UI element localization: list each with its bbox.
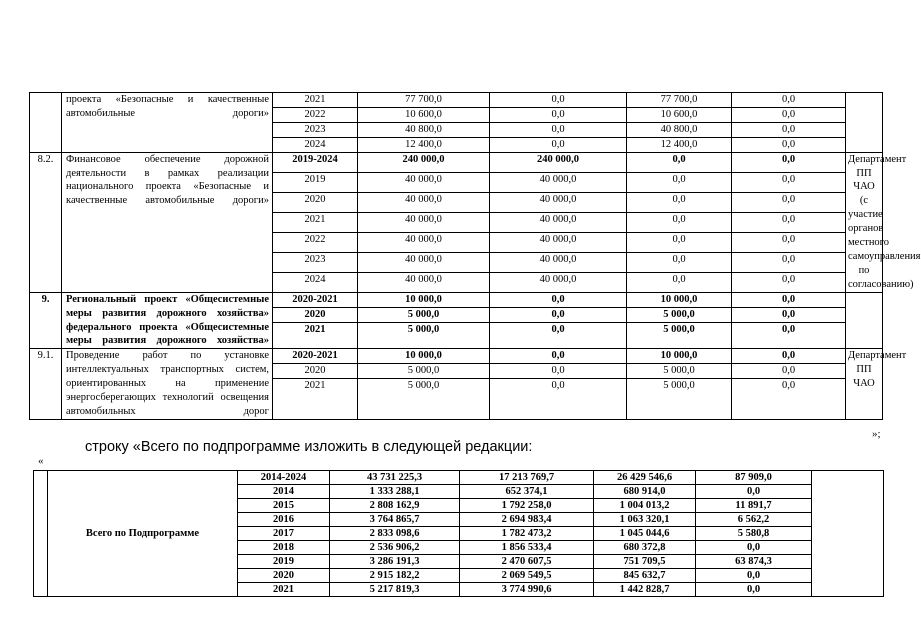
- year-cell: 2021: [273, 212, 358, 232]
- amount-cell: 40 000,0: [358, 212, 490, 232]
- amount-cell: 40 000,0: [490, 172, 627, 192]
- year-cell: 2023: [273, 252, 358, 272]
- responsible-executor: Департамент ПП ЧАО: [846, 349, 883, 420]
- amount-cell: 0,0: [490, 307, 627, 322]
- amount-cell: 1 782 473,2: [460, 527, 594, 541]
- amount-cell: 5 217 819,3: [330, 583, 460, 597]
- amount-cell: 0,0: [490, 122, 627, 137]
- amount-cell: 0,0: [627, 212, 732, 232]
- table-row: [30, 152, 883, 172]
- amount-cell: 0,0: [490, 379, 627, 420]
- amount-cell: 63 874,3: [696, 555, 812, 569]
- year-cell: 2014-2024: [238, 471, 330, 485]
- amount-cell: 3 286 191,3: [330, 555, 460, 569]
- year-cell: 2020: [273, 307, 358, 322]
- amount-cell: 1 045 044,6: [594, 527, 696, 541]
- amount-cell: 0,0: [732, 379, 846, 420]
- responsible-executor: [812, 471, 884, 597]
- amount-cell: 40 000,0: [490, 192, 627, 212]
- year-cell: 2019: [238, 555, 330, 569]
- amount-cell: 1 856 533,4: [460, 541, 594, 555]
- amount-cell: 40 800,0: [358, 122, 490, 137]
- year-cell: 2021: [273, 379, 358, 420]
- amount-cell: 5 000,0: [627, 364, 732, 379]
- amount-cell: 0,0: [732, 192, 846, 212]
- amount-cell: 0,0: [627, 192, 732, 212]
- amount-cell: 0,0: [696, 541, 812, 555]
- amount-cell: 5 000,0: [358, 322, 490, 349]
- table-row: [30, 349, 883, 364]
- amount-cell: 0,0: [490, 322, 627, 349]
- amount-cell: 11 891,7: [696, 499, 812, 513]
- amount-cell: 680 372,8: [594, 541, 696, 555]
- amount-cell: 10 000,0: [358, 292, 490, 307]
- amount-cell: 0,0: [732, 107, 846, 122]
- row-number: 8.2.: [30, 152, 62, 292]
- activity-description: Региональный проект «Общесистемные меры развития дорожного хозяйства» федерального проекта «Общесистемные меры развития дорожного хозяйства»: [62, 292, 273, 349]
- year-cell: 2023: [273, 122, 358, 137]
- amount-cell: 40 000,0: [490, 272, 627, 292]
- amount-cell: 40 000,0: [358, 172, 490, 192]
- amount-cell: 2 694 983,4: [460, 513, 594, 527]
- amount-cell: 2 536 906,2: [330, 541, 460, 555]
- year-cell: 2021: [273, 322, 358, 349]
- amount-cell: 0,0: [696, 569, 812, 583]
- year-cell: 2019-2024: [273, 152, 358, 172]
- amount-cell: 0,0: [732, 122, 846, 137]
- year-cell: 2014: [238, 485, 330, 499]
- year-cell: 2017: [238, 527, 330, 541]
- amount-cell: 12 400,0: [358, 137, 490, 152]
- amount-cell: 77 700,0: [627, 93, 732, 108]
- amount-cell: 0,0: [732, 307, 846, 322]
- year-cell: 2020-2021: [273, 349, 358, 364]
- amount-cell: 40 800,0: [627, 122, 732, 137]
- amount-cell: 0,0: [627, 272, 732, 292]
- year-cell: 2022: [273, 107, 358, 122]
- amount-cell: 240 000,0: [490, 152, 627, 172]
- amount-cell: 1 442 828,7: [594, 583, 696, 597]
- amount-cell: 0,0: [732, 137, 846, 152]
- amount-cell: 0,0: [732, 252, 846, 272]
- subprogram-total-table: [33, 470, 884, 597]
- year-cell: 2020: [273, 364, 358, 379]
- amount-cell: 0,0: [732, 172, 846, 192]
- amount-cell: 1 333 288,1: [330, 485, 460, 499]
- amount-cell: 10 600,0: [627, 107, 732, 122]
- amount-cell: 40 000,0: [490, 252, 627, 272]
- amount-cell: 10 000,0: [627, 349, 732, 364]
- amount-cell: 0,0: [490, 137, 627, 152]
- amount-cell: 0,0: [490, 364, 627, 379]
- amount-cell: 3 764 865,7: [330, 513, 460, 527]
- amount-cell: 0,0: [627, 252, 732, 272]
- row-number: [30, 93, 62, 153]
- amount-cell: 2 915 182,2: [330, 569, 460, 583]
- year-cell: 2018: [238, 541, 330, 555]
- instruction-text: строку «Всего по подпрограмме изложить в следующей редакции:: [85, 439, 533, 455]
- amount-cell: 0,0: [696, 485, 812, 499]
- amount-cell: 40 000,0: [490, 212, 627, 232]
- amount-cell: 12 400,0: [627, 137, 732, 152]
- amount-cell: 43 731 225,3: [330, 471, 460, 485]
- amount-cell: 0,0: [732, 349, 846, 364]
- amount-cell: 2 470 607,5: [460, 555, 594, 569]
- amount-cell: 5 000,0: [627, 322, 732, 349]
- responsible-executor: [846, 93, 883, 153]
- year-cell: 2020: [273, 192, 358, 212]
- year-cell: 2015: [238, 499, 330, 513]
- amount-cell: 0,0: [732, 232, 846, 252]
- amount-cell: 6 562,2: [696, 513, 812, 527]
- amount-cell: 0,0: [490, 107, 627, 122]
- amount-cell: 1 063 320,1: [594, 513, 696, 527]
- row-number: 9.: [30, 292, 62, 349]
- year-cell: 2016: [238, 513, 330, 527]
- amount-cell: 0,0: [490, 93, 627, 108]
- opening-quote: «: [38, 455, 44, 467]
- year-cell: 2022: [273, 232, 358, 252]
- amount-cell: 680 914,0: [594, 485, 696, 499]
- amount-cell: 0,0: [696, 583, 812, 597]
- table-row: [30, 292, 883, 307]
- table-row: [34, 471, 884, 485]
- activity-description: Финансовое обеспечение дорожной деятельности в рамках реализации национального проекта «Безопасные и качественные автомобильные дороги»: [62, 152, 273, 292]
- amount-cell: 751 709,5: [594, 555, 696, 569]
- year-cell: 2024: [273, 272, 358, 292]
- amount-cell: 5 000,0: [358, 364, 490, 379]
- amount-cell: 40 000,0: [490, 232, 627, 252]
- year-cell: 2024: [273, 137, 358, 152]
- amount-cell: 0,0: [732, 93, 846, 108]
- amount-cell: 2 069 549,5: [460, 569, 594, 583]
- amount-cell: 5 000,0: [627, 307, 732, 322]
- year-cell: 2021: [238, 583, 330, 597]
- amount-cell: 2 808 162,9: [330, 499, 460, 513]
- closing-quote: »;: [872, 428, 881, 440]
- amount-cell: 0,0: [490, 292, 627, 307]
- total-label: Всего по Подпрограмме: [48, 471, 238, 597]
- amount-cell: 845 632,7: [594, 569, 696, 583]
- amount-cell: 0,0: [627, 172, 732, 192]
- amount-cell: 77 700,0: [358, 93, 490, 108]
- year-cell: 2020: [238, 569, 330, 583]
- year-cell: 2019: [273, 172, 358, 192]
- row-number: [34, 471, 48, 597]
- amount-cell: 0,0: [732, 152, 846, 172]
- responsible-executor: Департамент ПП ЧАО (с участие органов местного самоуправления по согласованию): [846, 152, 883, 292]
- amount-cell: 87 909,0: [696, 471, 812, 485]
- amount-cell: 10 000,0: [627, 292, 732, 307]
- amount-cell: 1 792 258,0: [460, 499, 594, 513]
- amount-cell: 5 580,8: [696, 527, 812, 541]
- amount-cell: 1 004 013,2: [594, 499, 696, 513]
- amount-cell: 40 000,0: [358, 252, 490, 272]
- amount-cell: 3 774 990,6: [460, 583, 594, 597]
- amount-cell: 0,0: [732, 272, 846, 292]
- responsible-executor: [846, 292, 883, 349]
- amount-cell: 5 000,0: [627, 379, 732, 420]
- funding-table: [29, 92, 921, 420]
- amount-cell: 10 600,0: [358, 107, 490, 122]
- amount-cell: 0,0: [732, 322, 846, 349]
- amount-cell: 0,0: [732, 364, 846, 379]
- amount-cell: 5 000,0: [358, 379, 490, 420]
- activity-description: проекта «Безопасные и качественные автомобильные дороги»: [62, 93, 273, 153]
- table-row: [30, 93, 883, 108]
- amount-cell: 26 429 546,6: [594, 471, 696, 485]
- row-number: 9.1.: [30, 349, 62, 420]
- amount-cell: 40 000,0: [358, 192, 490, 212]
- amount-cell: 0,0: [627, 152, 732, 172]
- amount-cell: 0,0: [490, 349, 627, 364]
- amount-cell: 10 000,0: [358, 349, 490, 364]
- amount-cell: 0,0: [627, 232, 732, 252]
- amount-cell: 17 213 769,7: [460, 471, 594, 485]
- amount-cell: 240 000,0: [358, 152, 490, 172]
- year-cell: 2020-2021: [273, 292, 358, 307]
- amount-cell: 0,0: [732, 292, 846, 307]
- year-cell: 2021: [273, 93, 358, 108]
- amount-cell: 652 374,1: [460, 485, 594, 499]
- amount-cell: 2 833 098,6: [330, 527, 460, 541]
- activity-description: Проведение работ по установке интеллектуальных транспортных систем, ориентированных на применение энергосберегающих технологий освещения автомобильных дорог: [62, 349, 273, 420]
- amount-cell: 40 000,0: [358, 272, 490, 292]
- amount-cell: 5 000,0: [358, 307, 490, 322]
- amount-cell: 40 000,0: [358, 232, 490, 252]
- amount-cell: 0,0: [732, 212, 846, 232]
